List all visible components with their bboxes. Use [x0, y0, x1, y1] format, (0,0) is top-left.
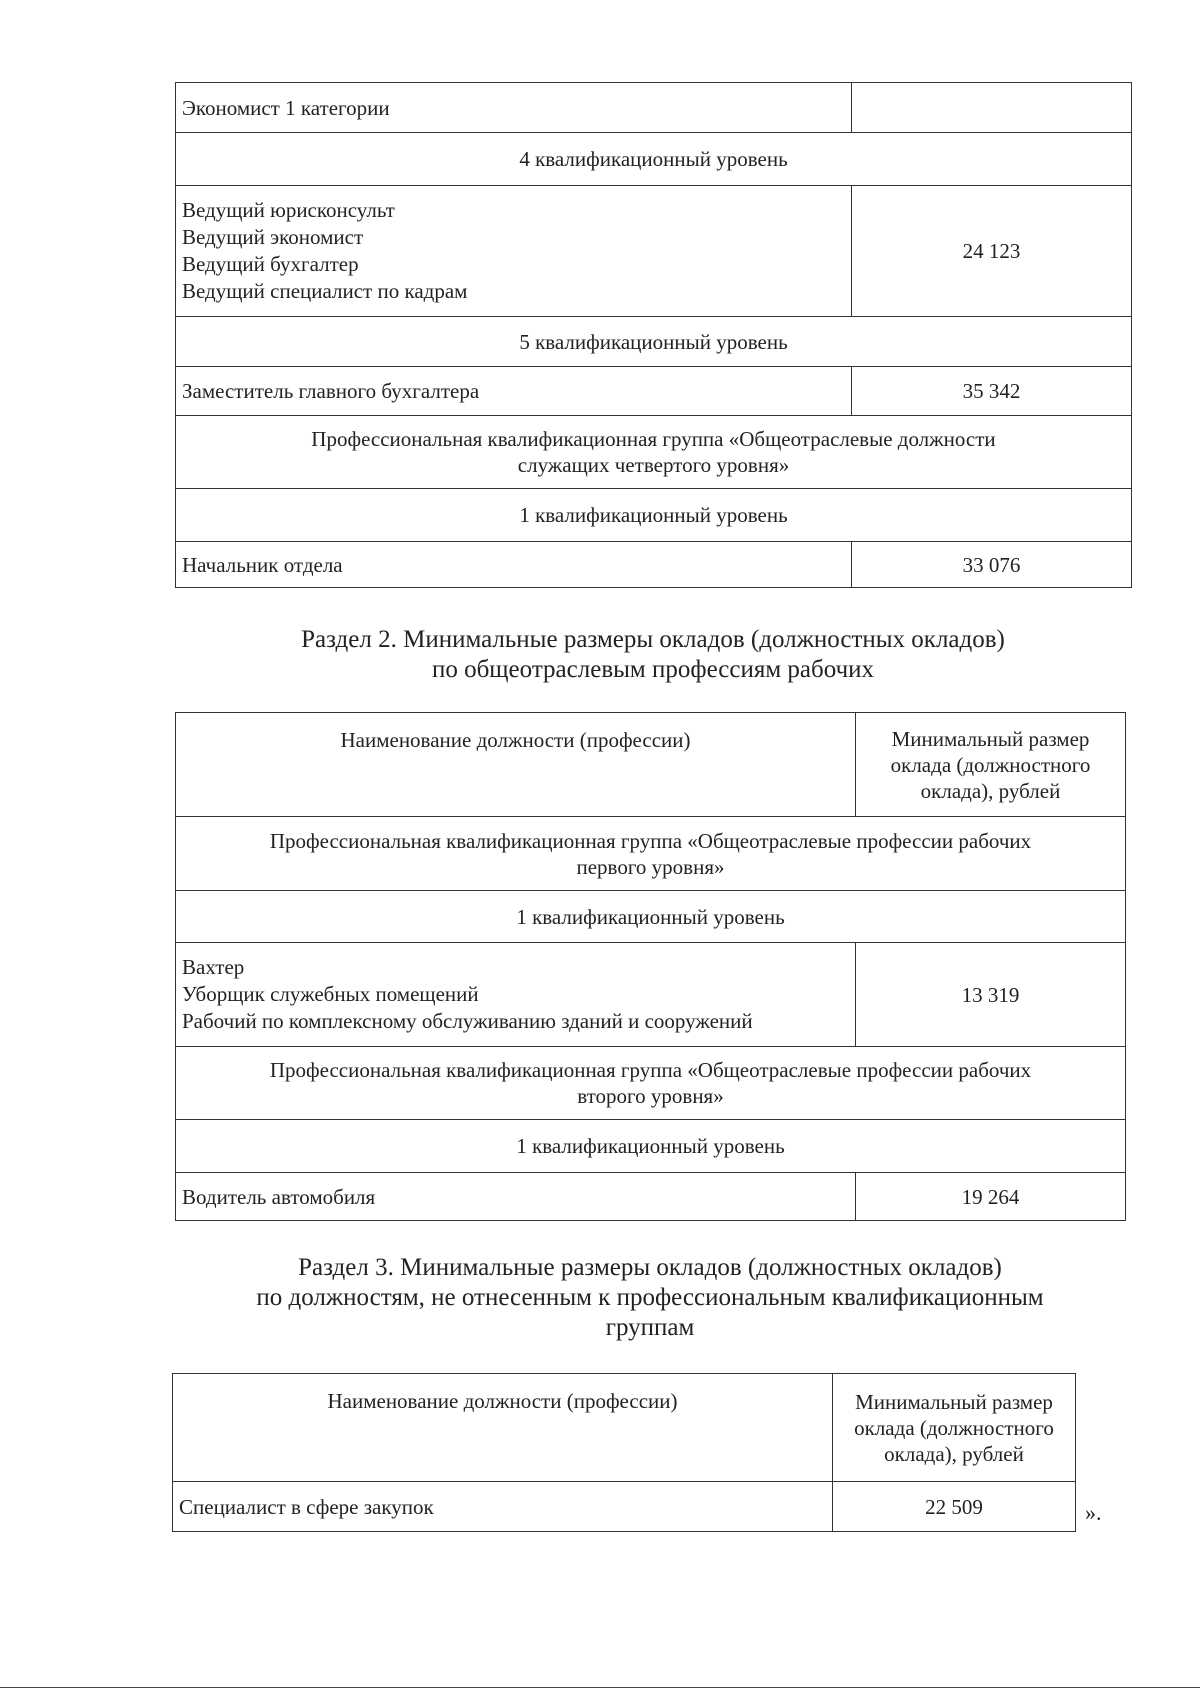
- position-cell: Водитель автомобиля: [176, 1173, 856, 1221]
- salary-cell: 19 264: [856, 1173, 1126, 1221]
- position-cell: Специалист в сфере закупок: [173, 1482, 833, 1532]
- qualification-level-row: 1 квалификационный уровень: [176, 891, 1126, 943]
- group-title-line: Профессиональная квалификационная группа «Общеотраслевые профессии рабочих: [269, 828, 1032, 853]
- salary-cell: [852, 83, 1132, 133]
- position-name: Ведущий экономист: [182, 225, 364, 249]
- section-title-line: по должностям, не отнесенным к профессиональным квалификационным: [256, 1284, 1044, 1311]
- salary-cell: 24 123: [852, 186, 1132, 317]
- qualification-level-row: 1 квалификационный уровень: [176, 1120, 1126, 1173]
- position-name: Рабочий по комплексному обслуживанию зданий и сооружений: [182, 1009, 753, 1033]
- header-salary-cell: Минимальный размер оклада (должностного оклада), рублей: [833, 1374, 1076, 1482]
- salary-cell: 13 319: [856, 943, 1126, 1047]
- qualification-group-row: [176, 416, 1132, 489]
- position-cell: Начальник отдела: [176, 542, 852, 588]
- closing-quote: ».: [1085, 1500, 1102, 1525]
- group-title-line: служащих четвертого уровня»: [517, 453, 790, 477]
- position-cell: Заместитель главного бухгалтера: [176, 367, 852, 416]
- salary-table-continued: [175, 82, 1132, 588]
- section-title-line: Раздел 2. Минимальные размеры окладов (должностных окладов): [301, 626, 1005, 653]
- position-list-cell: [176, 186, 852, 317]
- section-title-line: по общеотраслевым профессиям рабочих: [431, 656, 875, 683]
- position-name: Ведущий специалист по кадрам: [182, 279, 468, 303]
- qualification-level-row: 5 квалификационный уровень: [176, 317, 1132, 367]
- other-positions-table: [172, 1373, 1076, 1532]
- header-salary-cell: Минимальный размер оклада (должностного оклада), рублей: [856, 713, 1126, 817]
- page-bottom-rule: [0, 1687, 1200, 1688]
- group-title-line: Профессиональная квалификационная группа «Общеотраслевые должности: [311, 427, 996, 451]
- group-title-line: первого уровня»: [576, 854, 725, 879]
- qualification-group-row: [176, 1047, 1126, 1120]
- section-title-line: Раздел 3. Минимальные размеры окладов (должностных окладов): [298, 1254, 1002, 1281]
- qualification-group-row: [176, 817, 1126, 891]
- qualification-level-row: 4 квалификационный уровень: [176, 133, 1132, 186]
- group-title-line: Профессиональная квалификационная группа «Общеотраслевые профессии рабочих: [269, 1058, 1032, 1082]
- section-3-heading: [175, 1253, 1125, 1343]
- qualification-level-row: 1 квалификационный уровень: [176, 489, 1132, 542]
- position-list-cell: [176, 943, 856, 1047]
- position-cell: Экономист 1 категории: [176, 83, 852, 133]
- position-name: Уборщик служебных помещений: [182, 982, 479, 1006]
- salary-cell: 35 342: [852, 367, 1132, 416]
- salary-cell: 33 076: [852, 542, 1132, 588]
- position-name: Ведущий юрисконсульт: [182, 198, 395, 222]
- workers-salary-table: [175, 712, 1126, 1221]
- group-title-line: второго уровня»: [577, 1084, 724, 1108]
- section-title-line: группам: [605, 1314, 695, 1341]
- header-name-cell: Наименование должности (профессии): [176, 713, 856, 817]
- position-name: Вахтер: [182, 955, 245, 979]
- header-name-cell: Наименование должности (профессии): [173, 1374, 833, 1482]
- salary-cell: 22 509: [833, 1482, 1076, 1532]
- section-2-heading: [175, 625, 1131, 685]
- position-name: Ведущий бухгалтер: [182, 252, 359, 276]
